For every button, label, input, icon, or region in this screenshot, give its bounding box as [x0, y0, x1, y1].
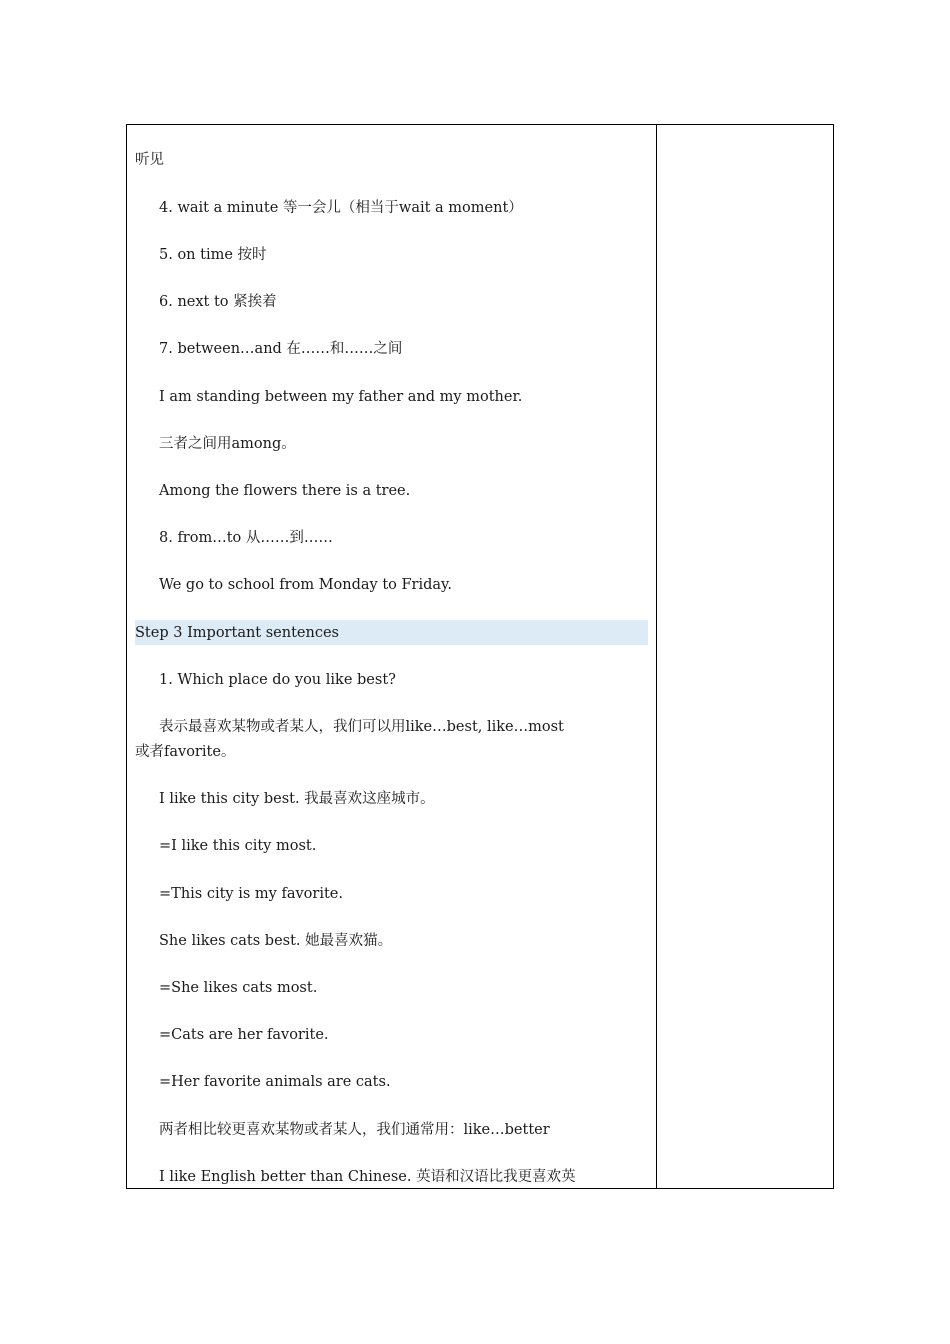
example-sentence: We go to school from Monday to Friday. — [159, 577, 452, 593]
example-sentence: =Her favorite animals are cats. — [159, 1074, 391, 1090]
example-sentence: =I like this city most. — [159, 838, 317, 854]
sentence-item: 1. Which place do you like best? — [159, 672, 396, 688]
example-sentence: =This city is my favorite. — [159, 886, 343, 902]
example-sentence: I am standing between my father and my mother. — [159, 389, 523, 405]
notes-column — [657, 125, 833, 1188]
phrase-item: 6. next to 紧挨着 — [159, 294, 277, 310]
phrase-item: 7. between…and 在……和……之间 — [159, 341, 403, 357]
phrase-item: 5. on time 按时 — [159, 247, 267, 263]
phrase-item: 4. wait a minute 等一会儿（相当于wait a moment） — [159, 200, 523, 216]
example-sentence: Among the flowers there is a tree. — [159, 483, 411, 499]
text-line: 两者相比较更喜欢某物或者某人，我们通常用：like…better — [159, 1122, 550, 1138]
example-sentence: =Cats are her favorite. — [159, 1027, 329, 1043]
example-sentence: =She likes cats most. — [159, 980, 318, 996]
example-sentence: I like this city best. 我最喜欢这座城市。 — [159, 791, 435, 807]
text-line: 表示最喜欢某物或者某人，我们可以用like…best, like…most — [159, 719, 564, 735]
text-line: 或者favorite。 — [135, 744, 236, 760]
text-line: 听见 — [135, 152, 164, 168]
step-heading: Step 3 Important sentences — [135, 625, 339, 641]
text-line: 三者之间用among。 — [159, 436, 296, 452]
example-sentence: I like English better than Chinese. 英语和汉语比我更喜欢英 — [159, 1169, 576, 1185]
example-sentence: She likes cats best. 她最喜欢猫。 — [159, 933, 393, 949]
phrase-item: 8. from…to 从……到…… — [159, 530, 333, 546]
